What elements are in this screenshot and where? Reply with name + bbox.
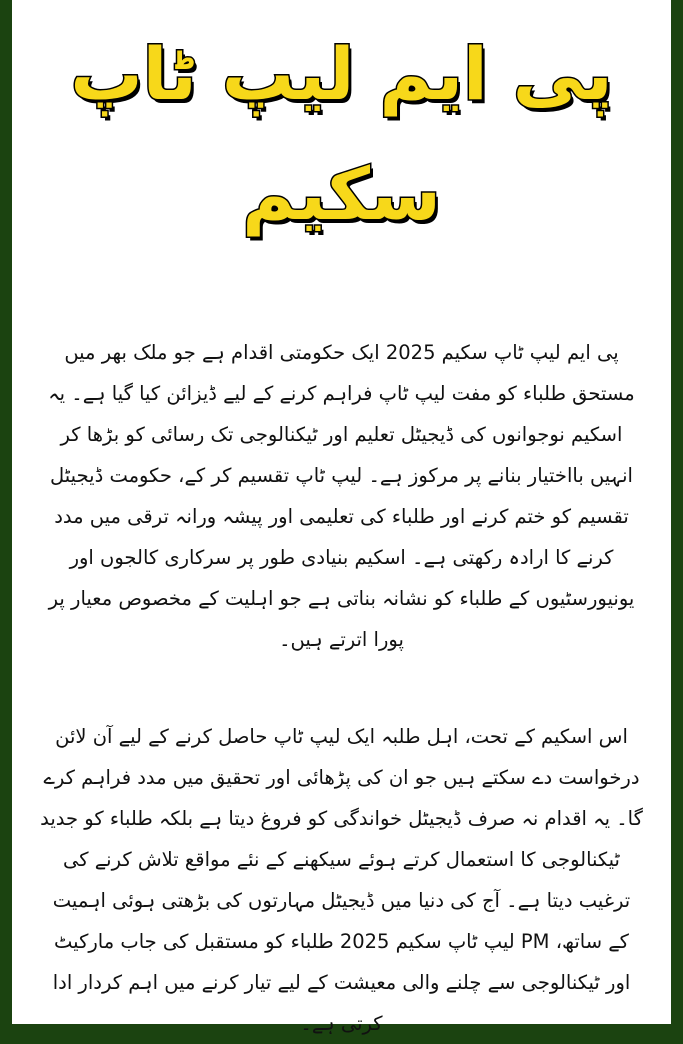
document-page [12,0,671,1035]
paragraph-intro: پی ایم لیپ ٹاپ سکیم 2025 ایک حکومتی اقدام ہے جو ملک بھر میں مستحق طلباء کو مفت لیپ ٹاپ فراہم کرنے کے لیے ڈیزائن کیا گیا ہے۔ یہ اسکیم نوجوانوں کی ڈیجیٹل تعلیم اور ٹیکنالوجی تک رسائی کو بڑھا کر انہیں بااختیار بنانے پر مرکوز ہے۔ لیپ ٹاپ تقسیم کر کے، حکومت ڈیجیٹل تقسیم کو ختم کرنے اور طلباء کی تعلیمی اور پیشہ ورانہ ترقی میں مدد کرنے کا ارادہ رکھتی ہے۔ اسکیم بنیادی طور پر سرکاری کالجوں اور یونیورسٹیوں کے طلباء کو نشانہ بناتی ہے جو اہلیت کے مخصوص معیار پر پورا اترتے ہیں۔ [48,340,635,651]
title-line-2: سکیم [242,152,441,236]
paragraph-details: اس اسکیم کے تحت، اہل طلبہ ایک لیپ ٹاپ حاصل کرنے کے لیے آن لائن درخواست دے سکتے ہیں جو ان کی پڑھائی اور تحقیق میں مدد فراہم کرے گا۔ یہ اقدام نہ صرف ڈیجیٹل خواندگی کو فروغ دیتا ہے بلکہ طلباء کو جدید ٹیکنالوجی کا استعمال کرتے ہوئے سیکھنے کے نئے مواقع تلاش کرنے کی ترغیب دیتا ہے۔ آج کی دنیا میں ڈیجیٹل مہارتوں کی بڑھتی ہوئی اہمیت کے ساتھ، PM لیپ ٹاپ سکیم 2025 طلباء کو مستقبل کی جاب مارکیٹ اور ٹیکنالوجی سے چلنے والی معیشت کے لیے تیار کرنے میں اہم کردار ادا کرتی ہے۔ [40,724,643,1035]
title-line-1: پی ایم لیپ ٹاپ [70,32,613,116]
